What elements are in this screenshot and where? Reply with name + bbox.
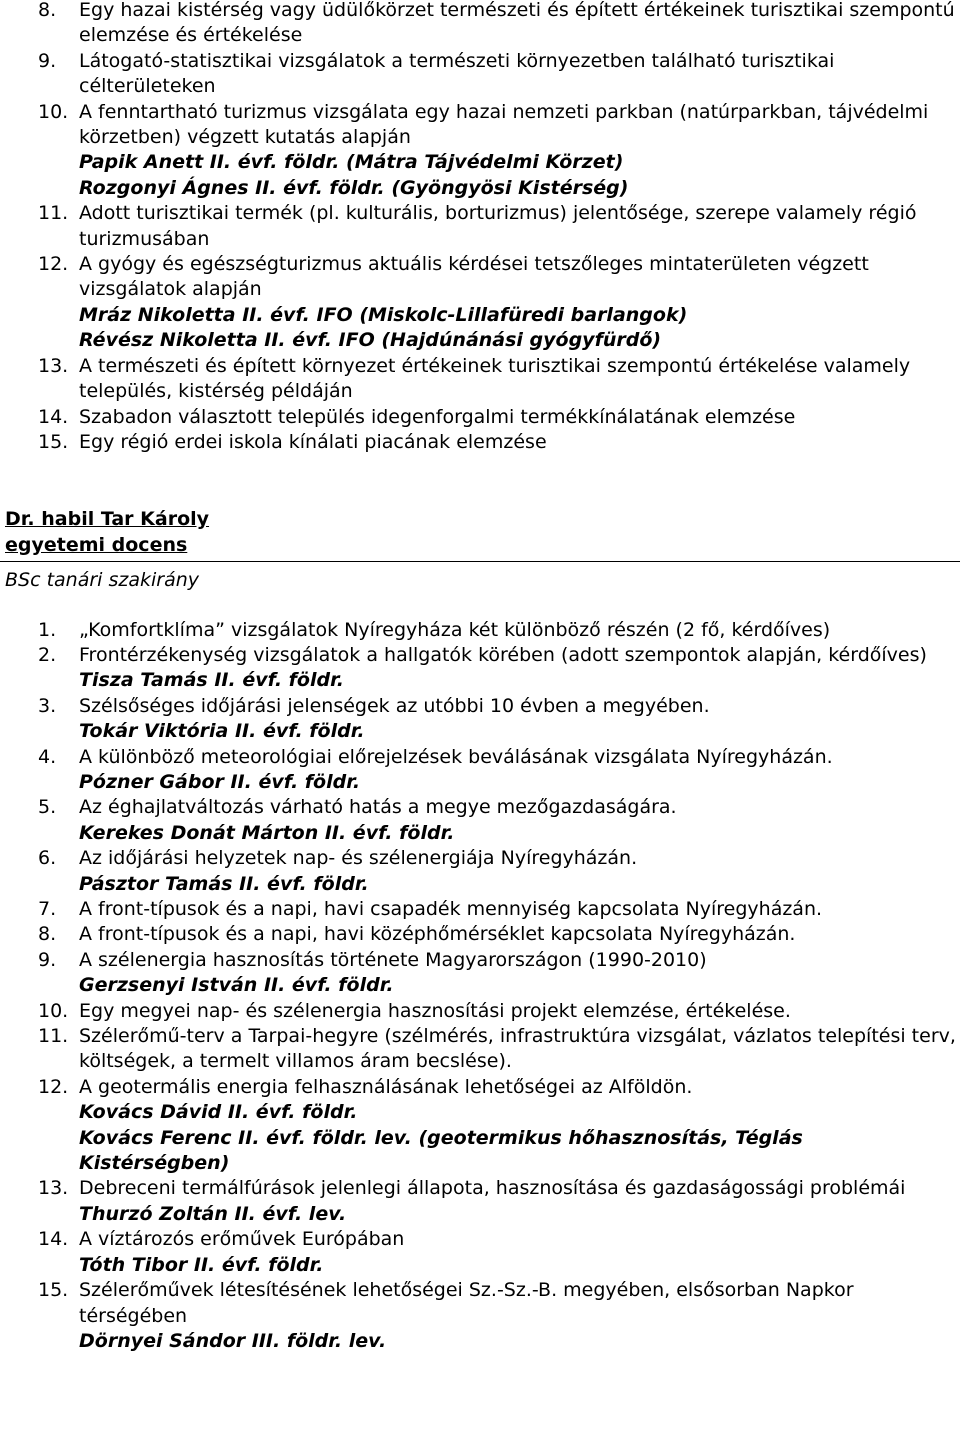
- topic-title: Szélerőmű-terv a Tarpai-hegyre (szélmérés, infrastruktúra vizsgálat, vázlatos telepítési terv, költségek, a termelt villamos áram becslése).: [79, 1025, 956, 1073]
- student-name: Kovács Dávid II. évf. földr.: [79, 1101, 358, 1124]
- topic-number: 5.: [38, 796, 57, 819]
- student-name: Tisza Tamás II. évf. földr.: [79, 669, 344, 692]
- student-name: Pásztor Tamás II. évf. földr.: [79, 872, 369, 895]
- topic-item: [0, 100, 960, 202]
- topic-number: 9.: [38, 948, 57, 971]
- topic-item: [0, 897, 960, 922]
- topic-item: [0, 1176, 960, 1227]
- topic-title: Szabadon választott település idegenforgalmi termékkínálatának elemzése: [79, 405, 796, 428]
- topic-item: [0, 745, 960, 796]
- topic-item: [0, 846, 960, 897]
- topic-title: Az éghajlatváltozás várható hatás a megye mezőgazdaságára.: [79, 796, 677, 819]
- student-name: Tokár Viktória II. évf. földr.: [79, 720, 365, 743]
- topic-title: Szélsőséges időjárási jelenségek az utóbbi 10 évben a megyében.: [79, 694, 710, 717]
- topic-body: [79, 694, 960, 745]
- topic-body: [79, 430, 960, 455]
- topic-title: A gyógy és egészségturizmus aktuális kérdései tetszőleges mintaterületen végzett vizsgálatok alapján: [79, 253, 869, 301]
- student-name: Papik Anett II. évf. földr. (Mátra Tájvédelmi Körzet): [79, 151, 624, 174]
- topic-number: 14.: [38, 405, 69, 428]
- supervisor-block: [0, 507, 960, 558]
- topic-number: 3.: [38, 694, 57, 717]
- topic-body: [79, 49, 960, 100]
- topic-title: A víztározós erőművek Európában: [79, 1228, 405, 1251]
- topic-number: 4.: [38, 745, 57, 768]
- student-name: Gerzsenyi István II. évf. földr.: [79, 974, 394, 997]
- topic-item: [0, 694, 960, 745]
- topic-number: 13.: [38, 1177, 69, 1200]
- topic-title: A front-típusok és a napi, havi csapadék mennyiség kapcsolata Nyíregyházán.: [79, 898, 823, 920]
- topic-number: 2.: [38, 643, 57, 666]
- topic-body: [79, 354, 960, 405]
- topic-body: [79, 745, 960, 796]
- topic-title: Frontérzékenység vizsgálatok a hallgatók körében (adott szempontok alapján, kérdőíves): [79, 643, 927, 666]
- topic-title: Az időjárási helyzetek nap- és szélenergiája Nyíregyházán.: [79, 847, 638, 870]
- topic-item: [0, 201, 960, 252]
- supervisor-name: Dr. habil Tar Károly: [5, 508, 210, 531]
- topic-item: [0, 49, 960, 100]
- topic-item: [0, 999, 960, 1024]
- topic-item: [0, 0, 960, 49]
- topic-item: [0, 1227, 960, 1278]
- topic-body: [79, 1176, 960, 1227]
- topic-number: 1.: [38, 618, 57, 641]
- student-name: Kerekes Donát Márton II. évf. földr.: [79, 821, 455, 844]
- student-name: Rozgonyi Ágnes II. évf. földr. (Gyöngyösi Kistérség): [79, 176, 629, 199]
- topic-number: 12.: [38, 253, 69, 276]
- topic-title: A különböző meteorológiai előrejelzések beválásának vizsgálata Nyíregyházán.: [79, 745, 833, 768]
- topic-body: [79, 643, 960, 694]
- topic-number: 15.: [38, 1279, 69, 1302]
- topic-title: Egy hazai kistérség vagy üdülőkörzet természeti és épített értékeinek turisztikai szempontú elemzése és értékelése: [79, 0, 955, 47]
- topic-title: A front-típusok és a napi, havi középhőmérséklet kapcsolata Nyíregyházán.: [79, 923, 796, 946]
- topic-body: [79, 201, 960, 252]
- topic-body: [79, 897, 960, 922]
- topic-title: Egy régió erdei iskola kínálati piacának elemzése: [79, 430, 547, 453]
- topic-body: [79, 922, 960, 947]
- student-name: Révész Nikoletta II. évf. IFO (Hajdúnánási gyógyfürdő): [79, 329, 662, 352]
- topic-body: [79, 405, 960, 430]
- topic-number: 13.: [38, 354, 69, 377]
- supervisor-position: egyetemi docens: [5, 533, 188, 556]
- topic-list-tourism: [0, 0, 960, 455]
- topic-title: A fenntartható turizmus vizsgálata egy hazai nemzeti parkban (natúrparkban, tájvédelmi körzetben) végzett kutatás alapján: [79, 100, 929, 149]
- student-name: Pózner Gábor II. évf. földr.: [79, 770, 361, 793]
- topic-body: [79, 0, 960, 49]
- topic-title: Egy megyei nap- és szélenergia hasznosítási projekt elemzése, értékelése.: [79, 999, 791, 1022]
- section-title: BSc tanári szakirány: [5, 569, 200, 592]
- topic-item: [0, 430, 960, 455]
- topic-body: [79, 1075, 960, 1177]
- topic-item: [0, 354, 960, 405]
- topic-number: 9.: [38, 49, 57, 72]
- student-name: Mráz Nikoletta II. évf. IFO (Miskolc-Lillafüredi barlangok): [79, 303, 688, 326]
- topic-item: [0, 1278, 960, 1354]
- topic-title: A természeti és épített környezet értékeinek turisztikai szempontú értékelése valamely település, kistérség példáján: [79, 354, 911, 403]
- topic-title: Adott turisztikai termék (pl. kulturális, borturizmus) jelentősége, szerepe valamely régió turizmusában: [79, 202, 917, 250]
- section-divider: [0, 561, 960, 562]
- topic-title: A geotermális energia felhasználásának lehetőségei az Alföldön.: [79, 1075, 693, 1098]
- topic-title: Debreceni termálfúrások jelenlegi állapota, hasznosítása és gazdaságossági problémái: [79, 1177, 906, 1200]
- topic-item: [0, 618, 960, 643]
- student-name: Thurzó Zoltán II. évf. lev.: [79, 1202, 347, 1225]
- topic-body: [79, 999, 960, 1024]
- topic-body: [79, 618, 960, 643]
- topic-title: A szélenergia hasznosítás története Magyarországon (1990-2010): [79, 948, 707, 971]
- topic-body: [79, 1278, 960, 1354]
- topic-number: 8.: [38, 0, 57, 21]
- topic-item: [0, 252, 960, 354]
- topic-item: [0, 643, 960, 694]
- topic-item: [0, 1075, 960, 1177]
- topic-item: [0, 948, 960, 999]
- topic-title: „Komfortklíma” vizsgálatok Nyíregyháza két különböző részén (2 fő, kérdőíves): [79, 618, 831, 641]
- topic-number: 6.: [38, 847, 57, 870]
- topic-number: 14.: [38, 1228, 69, 1251]
- topic-body: [79, 795, 960, 846]
- topic-item: [0, 795, 960, 846]
- topic-item: [0, 922, 960, 947]
- topic-body: [79, 252, 960, 354]
- topic-body: [79, 846, 960, 897]
- topic-body: [79, 1024, 960, 1075]
- topic-list-teacher-track: [0, 618, 960, 1355]
- topic-title: Látogató-statisztikai vizsgálatok a természeti környezetben található turisztikai célterületeken: [79, 49, 835, 98]
- student-name: Kovács Ferenc II. évf. földr. lev. (geotermikus hőhasznosítás, Téglás Kistérségben): [79, 1126, 803, 1175]
- student-name: Tóth Tibor II. évf. földr.: [79, 1253, 324, 1276]
- topic-number: 10.: [38, 999, 69, 1022]
- topic-number: 15.: [38, 430, 69, 453]
- topic-number: 7.: [38, 898, 57, 920]
- topic-number: 11.: [38, 1025, 69, 1048]
- topic-body: [79, 1227, 960, 1278]
- topic-item: [0, 1024, 960, 1075]
- topic-number: 8.: [38, 923, 57, 946]
- topic-title: Szélerőművek létesítésének lehetőségei Sz.-Sz.-B. megyében, elsősorban Napkor térségében: [79, 1279, 854, 1327]
- topic-body: [79, 100, 960, 202]
- topic-body: [79, 948, 960, 999]
- topic-number: 12.: [38, 1075, 69, 1098]
- topic-number: 11.: [38, 202, 69, 225]
- topic-number: 10.: [38, 100, 69, 123]
- student-name: Dörnyei Sándor III. földr. lev.: [79, 1329, 387, 1352]
- topic-item: [0, 405, 960, 430]
